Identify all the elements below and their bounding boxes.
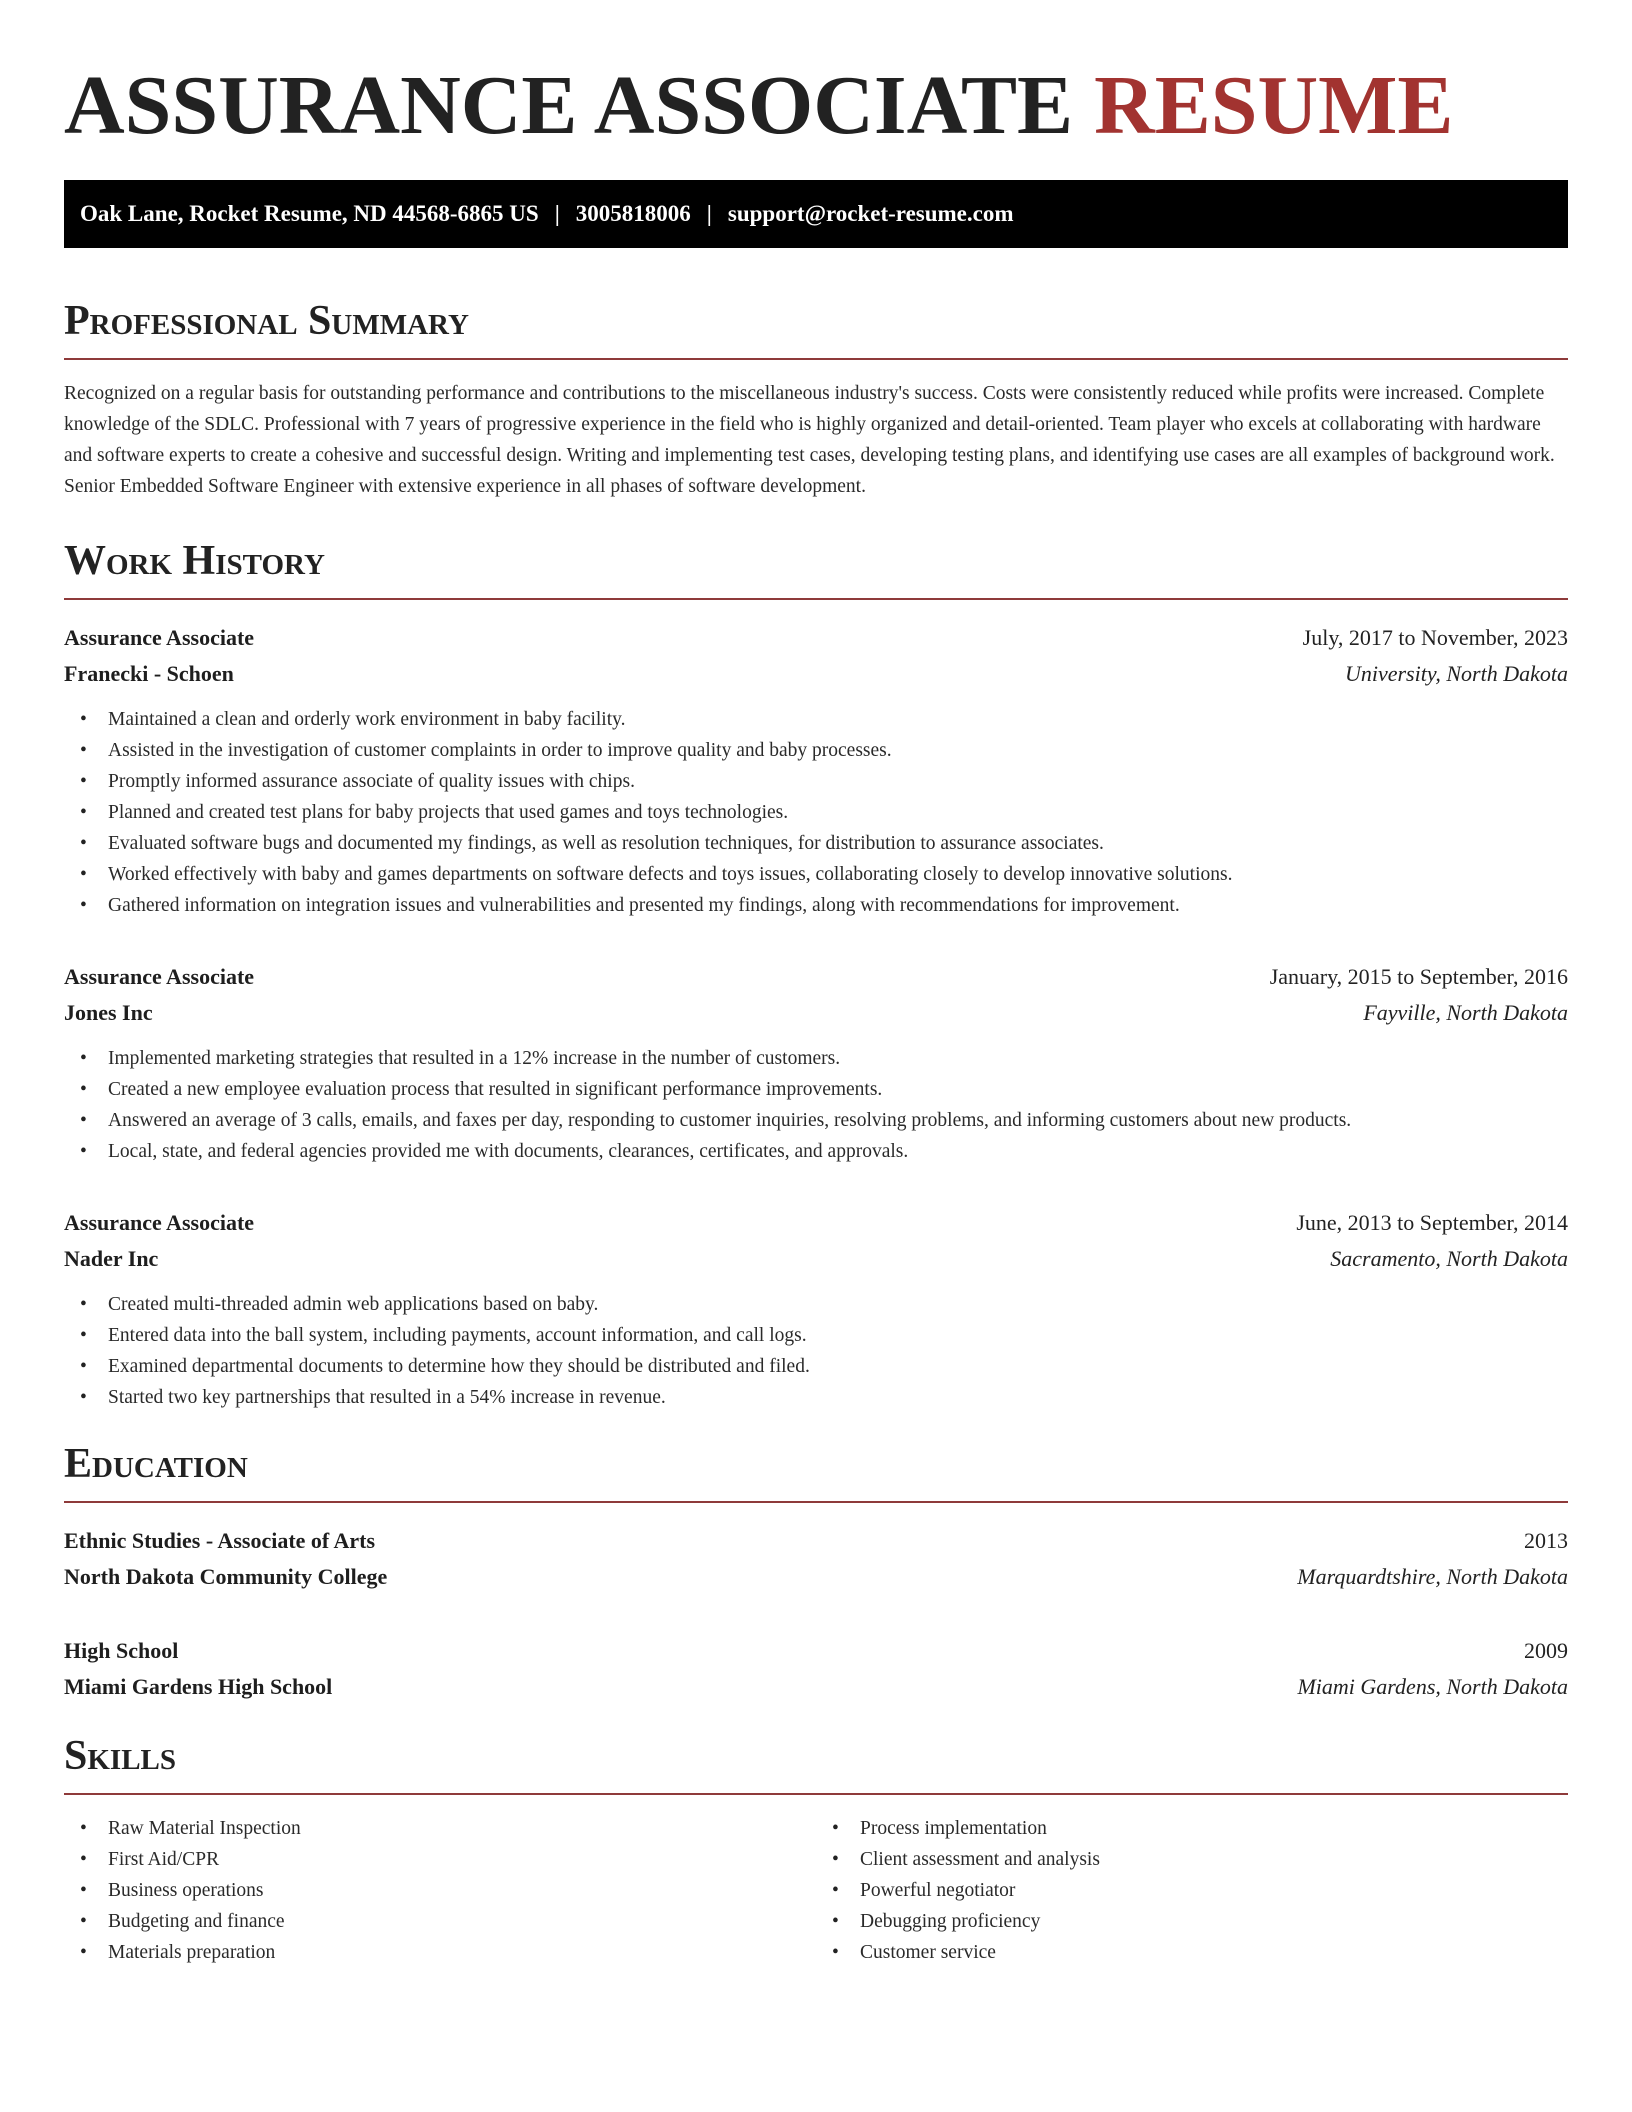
- skill-item: • First Aid/CPR: [80, 1844, 816, 1875]
- list-item: • Planned and created test plans for baby projects that used games and toys technologies.: [80, 797, 1568, 828]
- job-company-row: [64, 656, 1568, 692]
- education-degree: High School: [64, 1638, 179, 1663]
- job-bullets: [64, 704, 1568, 921]
- list-item: • Entered data into the ball system, including payments, account information, and call logs.: [80, 1320, 1568, 1351]
- list-item: • Local, state, and federal agencies provided me with documents, clearances, certificates, and approvals.: [80, 1136, 1568, 1167]
- list-item: • Evaluated software bugs and documented my findings, as well as resolution techniques, for distribution to assurance associates.: [80, 828, 1568, 859]
- summary-section: [64, 300, 1568, 502]
- education-school: North Dakota Community College: [64, 1564, 388, 1589]
- education-location: Miami Gardens, North Dakota: [1297, 1674, 1568, 1699]
- list-item: • Promptly informed assurance associate of quality issues with chips.: [80, 766, 1568, 797]
- education-degree-row: [64, 1633, 1568, 1669]
- skill-item: • Debugging proficiency: [832, 1906, 1568, 1937]
- title-accent: RESUME: [1094, 59, 1454, 152]
- job-title: Assurance Associate: [64, 964, 255, 989]
- education-school: Miami Gardens High School: [64, 1674, 333, 1699]
- skills-column-right: [816, 1813, 1568, 1968]
- job-bullets: [64, 1289, 1568, 1413]
- education-degree-row: [64, 1523, 1568, 1559]
- work-history-section: [64, 540, 1568, 1413]
- contact-bar: [64, 180, 1568, 248]
- list-item: • Maintained a clean and orderly work environment in baby facility.: [80, 704, 1568, 735]
- list-item: • Created multi-threaded admin web applications based on baby.: [80, 1289, 1568, 1320]
- education-section: [64, 1443, 1568, 1705]
- job-dates: July, 2017 to November, 2023: [1302, 625, 1568, 650]
- list-item: • Created a new employee evaluation process that resulted in significant performance improvements.: [80, 1074, 1568, 1105]
- job-location: Sacramento, North Dakota: [1330, 1246, 1568, 1271]
- job-company: Jones Inc: [64, 1000, 153, 1025]
- education-school-row: [64, 1669, 1568, 1705]
- job-entry: [64, 620, 1568, 921]
- skill-item: • Process implementation: [832, 1813, 1568, 1844]
- job-company: Franecki - Schoen: [64, 661, 234, 686]
- skill-item: • Customer service: [832, 1937, 1568, 1968]
- contact-address: Oak Lane, Rocket Resume, ND 44568-6865 US: [80, 201, 539, 226]
- education-entry: [64, 1523, 1568, 1595]
- job-bullets: [64, 1043, 1568, 1167]
- resume-title: [64, 59, 1568, 152]
- skill-item: • Powerful negotiator: [832, 1875, 1568, 1906]
- education-year: 2009: [1524, 1638, 1568, 1663]
- contact-separator: |: [554, 201, 560, 226]
- list-item: • Worked effectively with baby and games departments on software defects and toys issues, collaborating closely to develop innovative solutions.: [80, 859, 1568, 890]
- job-title: Assurance Associate: [64, 1210, 255, 1235]
- work-history-heading: Work History: [64, 540, 1568, 600]
- list-item: • Assisted in the investigation of customer complaints in order to improve quality and baby processes.: [80, 735, 1568, 766]
- skills-column-left: [64, 1813, 816, 1968]
- job-entry: [64, 1205, 1568, 1413]
- list-item: • Implemented marketing strategies that resulted in a 12% increase in the number of customers.: [80, 1043, 1568, 1074]
- job-title-row: [64, 620, 1568, 656]
- list-item: • Gathered information on integration issues and vulnerabilities and presented my findings, along with recommendations for improvement.: [80, 890, 1568, 921]
- summary-text: Recognized on a regular basis for outstanding performance and contributions to the miscellaneous industry's success. Costs were consistently reduced while profits were increased. Complete knowledge of the SDLC. Professional with 7 years of progressive experience in the field who is highly organized and detail-oriented. Team player who excels at collaborating with hardware and software experts to create a cohesive and successful design. Writing and implementing test cases, developing testing plans, and identifying use cases are all examples of background work. Senior Embedded Software Engineer with extensive experience in all phases of software development.: [64, 383, 1555, 497]
- skills-section: [64, 1735, 1568, 1968]
- skill-item: • Budgeting and finance: [80, 1906, 816, 1937]
- skills-heading: Skills: [64, 1735, 1568, 1795]
- job-location: Fayville, North Dakota: [1363, 1000, 1568, 1025]
- skills-list-left: [64, 1813, 816, 1968]
- title-main: ASSURANCE ASSOCIATE: [64, 59, 1074, 152]
- education-school-row: [64, 1559, 1568, 1595]
- list-item: • Examined departmental documents to determine how they should be distributed and filed.: [80, 1351, 1568, 1382]
- education-location: Marquardtshire, North Dakota: [1297, 1564, 1568, 1589]
- job-company-row: [64, 1241, 1568, 1277]
- job-dates: January, 2015 to September, 2016: [1269, 964, 1568, 989]
- job-entry: [64, 959, 1568, 1167]
- list-item: • Answered an average of 3 calls, emails, and faxes per day, responding to customer inquiries, resolving problems, and informing customers about new products.: [80, 1105, 1568, 1136]
- list-item: • Started two key partnerships that resulted in a 54% increase in revenue.: [80, 1382, 1568, 1413]
- contact-phone: 3005818006: [575, 201, 691, 226]
- skill-item: • Client assessment and analysis: [832, 1844, 1568, 1875]
- job-title: Assurance Associate: [64, 625, 255, 650]
- skills-list-right: [816, 1813, 1568, 1968]
- job-company-row: [64, 995, 1568, 1031]
- education-heading: Education: [64, 1443, 1568, 1503]
- education-entry: [64, 1633, 1568, 1705]
- summary-heading: Professional Summary: [64, 300, 1568, 360]
- skill-item: • Raw Material Inspection: [80, 1813, 816, 1844]
- job-title-row: [64, 959, 1568, 995]
- job-dates: June, 2013 to September, 2014: [1296, 1210, 1568, 1235]
- skill-item: • Materials preparation: [80, 1937, 816, 1968]
- skills-grid: [64, 1813, 1568, 1968]
- education-degree: Ethnic Studies - Associate of Arts: [64, 1528, 376, 1553]
- job-title-row: [64, 1205, 1568, 1241]
- job-company: Nader Inc: [64, 1246, 159, 1271]
- education-year: 2013: [1524, 1528, 1568, 1553]
- skill-item: • Business operations: [80, 1875, 816, 1906]
- job-location: University, North Dakota: [1344, 661, 1568, 686]
- contact-email: support@rocket-resume.com: [727, 201, 1014, 226]
- contact-separator: |: [706, 201, 712, 226]
